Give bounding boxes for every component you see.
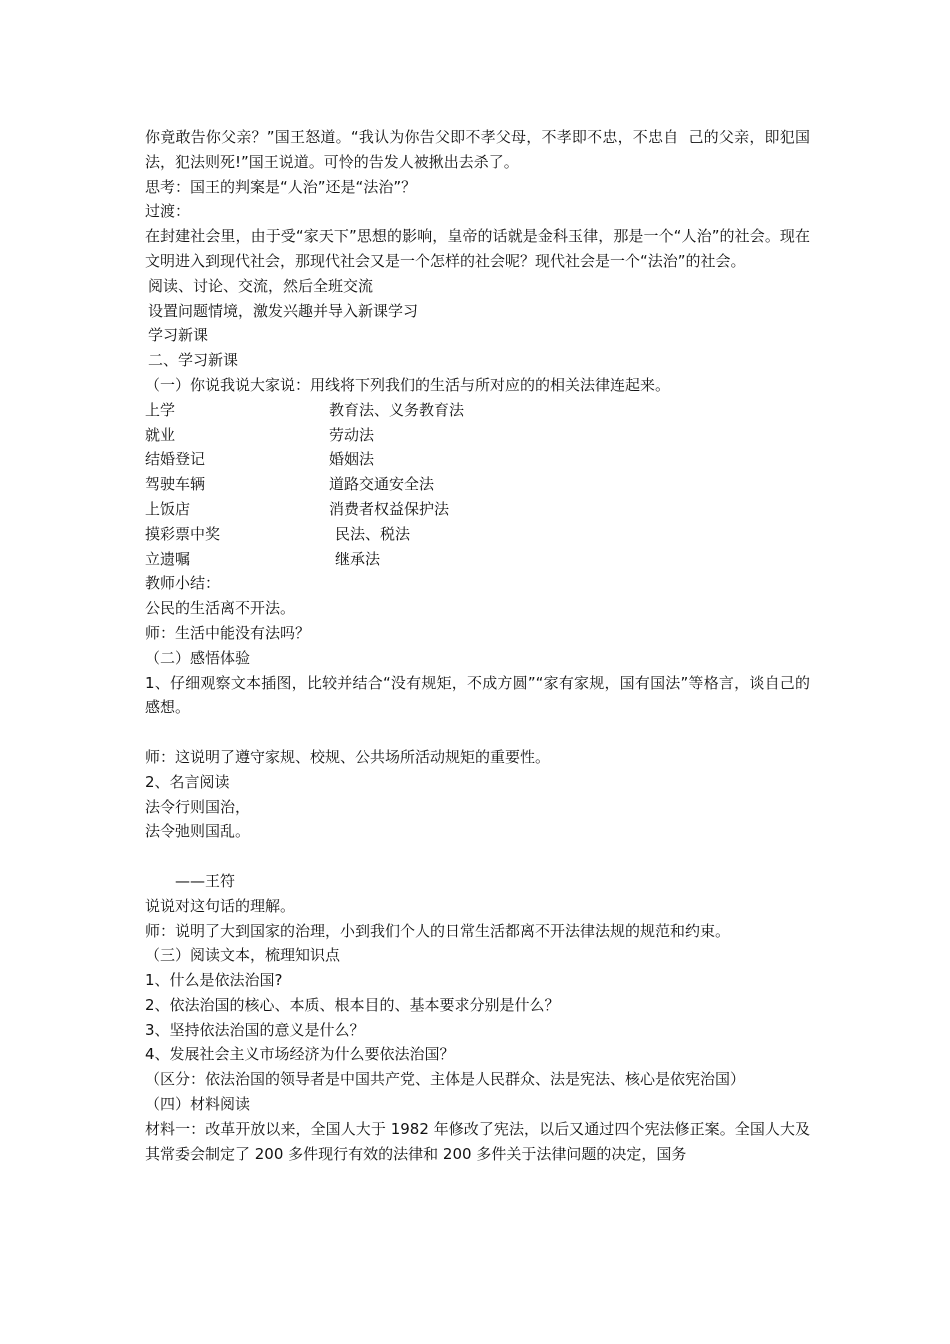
matching-list	[145, 398, 810, 572]
material-1-text: 材料一：改革开放以来，全国人大于 1982 年修改了宪法，以后又通过四个宪法修正案。全国人大及其常委会制定了 200 多件现行有效的法律和 200 多件关于法律问题的决定，国务	[145, 1119, 810, 1163]
subsection-3-heading: （三）阅读文本，梳理知识点	[145, 946, 341, 965]
document-body	[145, 125, 810, 1166]
activity-label: 上饭店	[145, 499, 191, 518]
quote-line-2: 法令弛则国乱。	[145, 822, 251, 841]
activity-label: 结婚登记	[145, 450, 206, 469]
task-2-heading: 2、名言阅读	[145, 772, 230, 791]
activity-label: 立遗嘱	[145, 549, 191, 568]
activity-label: 就业	[145, 425, 176, 444]
blank-line	[145, 844, 810, 869]
teacher-remark-rules: 师：这说明了遵守家规、校规、公共场所活动规矩的重要性。	[145, 747, 551, 766]
question-1: 1、什么是依法治国?	[145, 971, 283, 990]
paragraph-activity: 阅读、讨论、交流，然后全班交流	[148, 276, 374, 295]
matching-row	[145, 522, 810, 547]
matching-row	[145, 472, 810, 497]
task-1-text: 1、仔细观察文本插图，比较并结合“没有规矩，不成方圆”“家有家规，国有国法”等格言，谈自己的感想。	[145, 673, 810, 717]
blank-line	[145, 720, 810, 745]
section-heading-2: 二、学习新课	[148, 351, 239, 370]
matching-row	[145, 398, 810, 423]
paragraph-transition-label: 过渡：	[145, 202, 191, 221]
paragraph-think-question: 思考：国王的判案是“人治”还是“法治”？	[145, 177, 417, 196]
teacher-summary-text: 公民的生活离不开法。	[145, 599, 296, 618]
matching-row	[145, 547, 810, 572]
question-2: 2、依法治国的核心、本质、根本目的、基本要求分别是什么？	[145, 995, 560, 1014]
paragraph-transition-text: 在封建社会里，由于受“家天下”思想的影响，皇帝的话就是金科玉律，那是一个“人治”的社会。现在文明进入到现代社会，那现代社会又是一个怎样的社会呢？现代社会是一个“法治”的社会。	[145, 227, 810, 270]
question-3: 3、坚持依法治国的意义是什么？	[145, 1020, 365, 1039]
activity-label: 驾驶车辆	[145, 475, 206, 494]
subsection-1-heading: （一）你说我说大家说：用线将下列我们的生活与所对应的的相关法律连起来。	[145, 375, 671, 394]
paragraph-new-lesson: 学习新课	[148, 326, 209, 345]
paragraph-story-ending: 你竟敢告你父亲？”国王怒道。“我认为你告父即不孝父母，不孝即不忠，不忠自 己的父亲，即犯国法，犯法则死!”国王说道。可怜的告发人被揪出去杀了。	[145, 128, 810, 171]
matching-row	[145, 497, 810, 522]
law-label: 婚姻法	[329, 450, 375, 469]
law-label: 民法、税法	[335, 524, 411, 543]
question-4: 4、发展社会主义市场经济为什么要依法治国？	[145, 1045, 455, 1064]
activity-label: 上学	[145, 400, 176, 419]
quote-prompt: 说说对这句话的理解。	[145, 896, 296, 915]
law-label: 继承法	[335, 549, 381, 568]
law-label: 教育法、义务教育法	[329, 400, 465, 419]
activity-label: 摸彩票中奖	[145, 524, 221, 543]
law-label: 道路交通安全法	[329, 475, 435, 494]
teacher-remark-quote: 师：说明了大到国家的治理，小到我们个人的日常生活都离不开法律法规的规范和约束。	[145, 921, 731, 940]
subsection-4-heading: （四）材料阅读	[145, 1095, 251, 1114]
subsection-2-heading: （二）感悟体验	[145, 648, 251, 667]
distinction-note: （区分：依法治国的领导者是中国共产党、主体是人民群众、法是宪法、核心是依宪治国）	[145, 1070, 746, 1089]
matching-row	[145, 423, 810, 448]
quote-author: ——王符	[175, 871, 236, 890]
teacher-question: 师：生活中能没有法吗？	[145, 623, 311, 642]
teacher-summary-label: 教师小结：	[145, 574, 221, 593]
matching-row	[145, 447, 810, 472]
law-label: 劳动法	[329, 425, 375, 444]
law-label: 消费者权益保护法	[329, 499, 450, 518]
paragraph-intent: 设置问题情境，激发兴趣并导入新课学习	[148, 301, 419, 320]
quote-line-1: 法令行则国治，	[145, 797, 251, 816]
